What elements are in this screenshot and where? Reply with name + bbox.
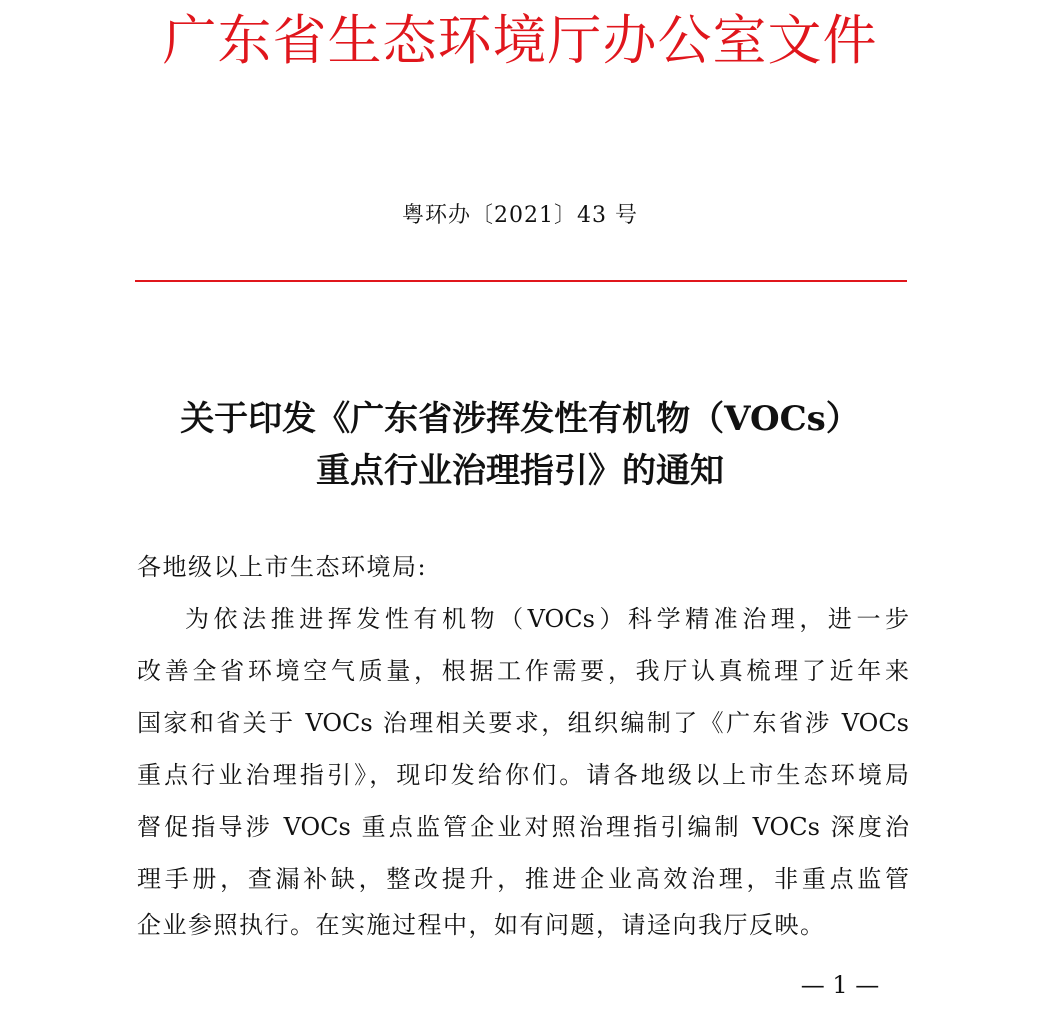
body-line: 国家和省关于 VOCs 治理相关要求，组织编制了《广东省涉 VOCs — [137, 709, 909, 737]
issuing-office-header: 广东省生态环境厅办公室文件 — [162, 9, 878, 72]
page-number: — 1 — — [800, 971, 880, 999]
document-title-line-1: 关于印发《广东省涉挥发性有机物（VOCs） — [180, 399, 860, 439]
body-line: 改善全省环境空气质量，根据工作需要，我厅认真梳理了近年来 — [137, 657, 909, 685]
body-line: 为依法推进挥发性有机物（VOCs）科学精准治理，进一步 — [185, 605, 909, 633]
body-line: 企业参照执行。在实施过程中，如有问题，请迳向我厅反映。 — [137, 911, 826, 939]
document-number: 粤环办〔2021〕43 号 — [402, 203, 638, 228]
body-line: 理手册，查漏补缺，整改提升，推进企业高效治理，非重点监管 — [137, 865, 909, 893]
body-line: 重点行业治理指引》，现印发给你们。请各地级以上市生态环境局 — [137, 761, 909, 789]
red-divider-line — [135, 280, 907, 282]
body-line: 督促指导涉 VOCs 重点监管企业对照治理指引编制 VOCs 深度治 — [137, 813, 909, 841]
document-title-line-2: 重点行业治理指引》的通知 — [316, 451, 724, 491]
addressee: 各地级以上市生态环境局: — [137, 553, 428, 581]
